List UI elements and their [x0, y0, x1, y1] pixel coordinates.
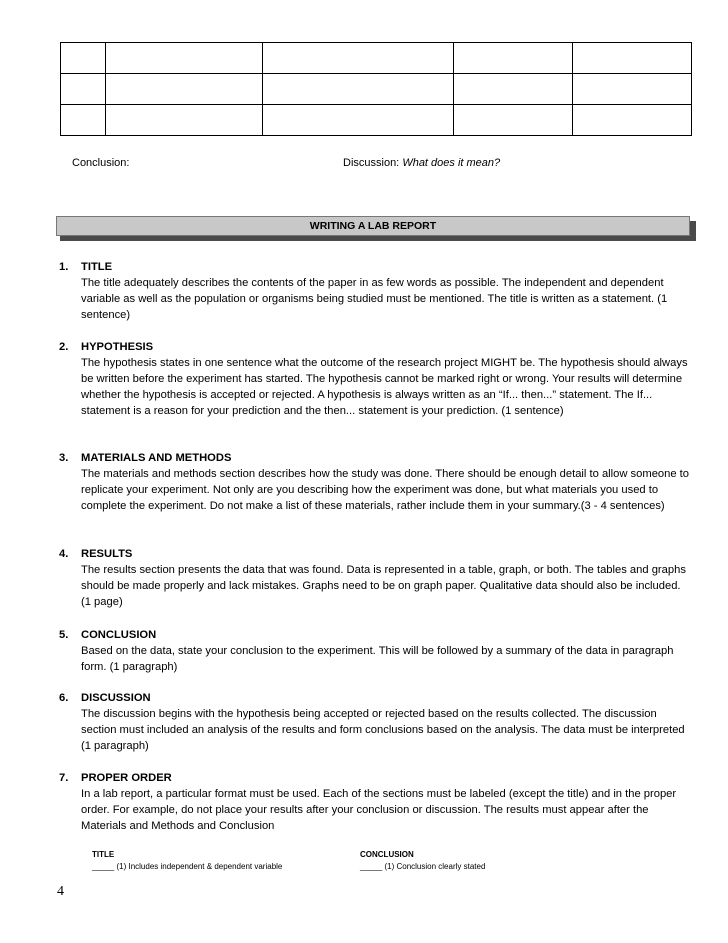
section-number: 7.: [59, 772, 69, 784]
table-cell: [263, 43, 454, 74]
table-row: [61, 74, 692, 105]
section-number: 6.: [59, 692, 69, 704]
table-cell: [573, 43, 692, 74]
table-cell: [106, 105, 263, 136]
table-cell: [106, 43, 263, 74]
section-discussion: [59, 690, 691, 754]
section-hypothesis: [59, 339, 691, 419]
data-table: [60, 42, 692, 136]
section-body: In a lab report, a particular format must be used. Each of the sections must be labeled (except the title) and in the proper order. For example, do not place your results after your conclusion or discussion. The results must appear after the Materials and Methods and Conclusion: [81, 788, 677, 832]
rubric-item: _____ (1) Conclusion clearly stated: [360, 862, 486, 871]
section-proper-order: [59, 770, 691, 834]
section-body: The title adequately describes the contents of the paper in as few words as possible. The independent and dependent variable as well as the population or organisms being studied must be mentioned. The title is written as a statement. (1 sentence): [81, 277, 668, 321]
section-number: 5.: [59, 629, 69, 641]
section-body: The hypothesis states in one sentence what the outcome of the research project MIGHT be. The hypothesis should always be written before the experiment has started. The hypothesis cannot be marked right or wrong. Your results will determine whether the hypothesis is accepted or rejected. A hypothesis is always written as an “If... then...” statement. The If... statement is a reason for your prediction and the then... statement is your prediction. (1 sentence): [81, 357, 688, 417]
table-row: [61, 43, 692, 74]
section-heading: MATERIALS AND METHODS: [81, 452, 232, 464]
section-number: 2.: [59, 341, 69, 353]
rubric-item: _____ (1) Includes independent & dependent variable: [92, 862, 283, 871]
discussion-hint: What does it mean?: [402, 157, 501, 169]
section-heading: TITLE: [81, 261, 113, 273]
rubric-title: [92, 849, 282, 873]
page-number: 4: [57, 884, 64, 899]
rubric-heading: TITLE: [92, 850, 115, 859]
section-body: Based on the data, state your conclusion to the experiment. This will be followed by a summary of the data in paragraph form. (1 paragraph): [81, 645, 674, 673]
section-heading: HYPOTHESIS: [81, 341, 154, 353]
rubric-conclusion: [360, 849, 485, 873]
section-number: 3.: [59, 452, 69, 464]
section-body: The results section presents the data that was found. Data is represented in a table, graph, or both. The tables and graphs should be made properly and lack mistakes. Graphs need to be on graph paper. Qualitative data should also be included. (1 page): [81, 564, 686, 608]
section-results: [59, 546, 691, 610]
table-cell: [573, 74, 692, 105]
table-cell: [106, 74, 263, 105]
table-cell: [61, 74, 106, 105]
section-banner: WRITING A LAB REPORT: [56, 216, 690, 236]
section-title: [59, 259, 691, 323]
discussion-label: Discussion:: [343, 157, 400, 169]
conclusion-label: Conclusion:: [72, 157, 130, 169]
discussion-field: [343, 157, 500, 169]
section-heading: PROPER ORDER: [81, 772, 172, 784]
section-heading: DISCUSSION: [81, 692, 151, 704]
table-cell: [61, 43, 106, 74]
table-cell: [61, 105, 106, 136]
table-cell: [454, 74, 573, 105]
table-cell: [454, 105, 573, 136]
table-cell: [263, 74, 454, 105]
table-cell: [263, 105, 454, 136]
section-number: 4.: [59, 548, 69, 560]
section-body: The discussion begins with the hypothesis being accepted or rejected based on the results collected. The discussion section must included an analysis of the results and form conclusions based on the analysis. The data must be interpreted (1 paragraph): [81, 708, 685, 752]
section-conclusion: [59, 627, 691, 675]
rubric-heading: CONCLUSION: [360, 850, 414, 859]
section-heading: RESULTS: [81, 548, 133, 560]
section-number: 1.: [59, 261, 69, 273]
table-cell: [573, 105, 692, 136]
table-row: [61, 105, 692, 136]
table-cell: [454, 43, 573, 74]
section-heading: CONCLUSION: [81, 629, 157, 641]
section-body: The materials and methods section describes how the study was done. There should be enough detail to allow someone to replicate your experiment. Not only are you describing how the experiment was done, but what materials you used to complete the experiment. Do not make a list of these materials, rather include them in your summary.(3 - 4 sentences): [81, 468, 690, 512]
section-materials-methods: [59, 450, 691, 514]
